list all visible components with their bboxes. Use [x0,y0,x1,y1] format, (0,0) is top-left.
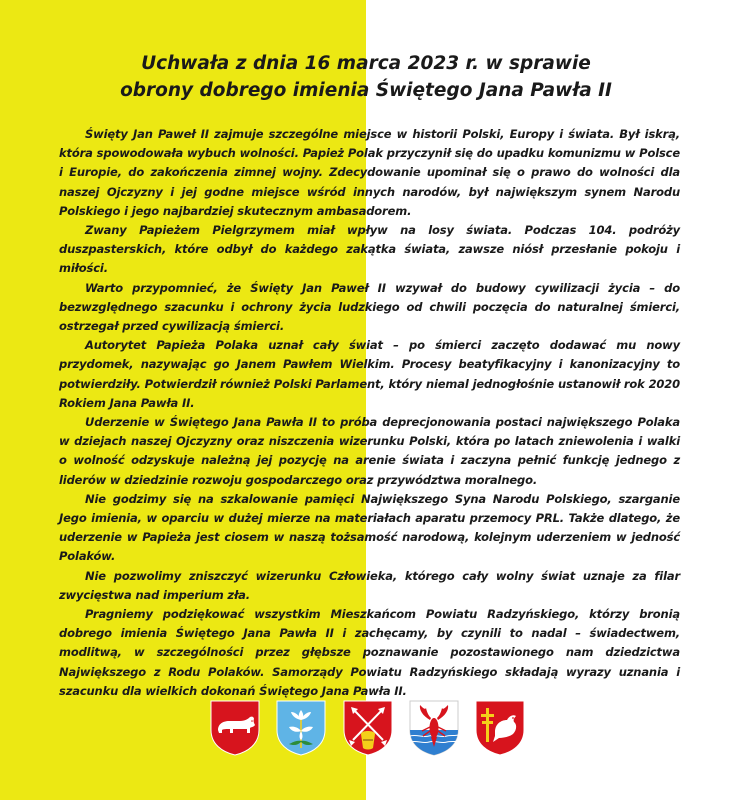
paragraph: Święty Jan Paweł II zajmuje szczególne miejsce w historii Polski, Europy i świata. Był iskrą, która spowodowała wybuch wolności. Papież Polak przyczynił się do upadku komunizmu w Polsce i Europie, do zakończenia zimnej wojny. Zdecydowanie upominał się o prawo do wolności dla naszej Ojczyzny i jej godne miejsce wśród innych narodów, był największym synem Narodu Polskiego i jego najbardziej skutecznym ambasadorem. [59,127,680,218]
paragraph: Autorytet Papieża Polaka uznał cały świat – po śmierci zaczęto dodawać mu nowy przydomek, nazywając go Janem Pawłem Wielkim. Procesy beatyfikacyjny i kanonizacyjny to potwierdziły. Potwierdził również Polski Parlament, który niemal jednogłośnie ustanowił rok 2020 Rokiem Jana Pawła II. [59,338,680,410]
paragraph: Warto przypomnieć, że Święty Jan Paweł II wzywał do budowy cywilizacji życia – do bezwzględnego szacunku i ochrony życia ludzkiego od chwili poczęcia do naturalnej śmierci, ostrzegał przed cywilizacją śmierci. [59,280,680,334]
document-body [59,125,680,701]
paragraph: Pragniemy podziękować wszystkim Mieszkańcom Powiatu Radzyńskiego, którzy bronią dobrego imienia Świętego Jana Pawła II i zachęcamy, by czynili to nadal – świadectwem, modlitwą, w szczególności przez głębsze poznawanie pozostawionego nam dziedzictwa Największego z Rodu Polaków. Samorządy Powiatu Radzyńskiego składają wyrazy uznania i szacunku dla wielkich dokonań Świętego Jana Pawła II. [59,607,680,698]
bear-crest-icon [210,700,260,756]
paragraph: Zwany Papieżem Pielgrzymem miał wpływ na losy świata. Podczas 104. podróży duszpasterskich, które odbył do każdego zakątka świata, zawsze niósł przesłanie pokoju i miłości. [59,223,680,276]
title-line-2: obrony dobrego imienia Świętego Jana Pawła II [120,80,612,101]
bird-cross-crest-icon [475,700,525,756]
paragraph: Uderzenie w Świętego Jana Pawła II to próba deprecjonowania postaci największego Polaka w dziejach naszej Ojczyzny oraz niszczenia wizerunku Polski, która po latach zniewolenia i walki o wolność odzyskuje należną jej pozycję na arenie świata i zaczyna pełnić funkcję jednego z liderów w dziedzinie rozwoju gospodarczego oraz przywództwa moralnego. [59,415,680,487]
crossed-arrows-crest-icon [343,700,393,756]
document-title [0,50,732,104]
lily-crest-icon [276,700,326,756]
paragraph: Nie godzimy się na szkalowanie pamięci Największego Syna Narodu Polskiego, szarganie Jego imienia, w oparciu w dużej mierze na materiałach aparatu przemocy PRL. Także dlatego, że uderzenie w Papieża jest ciosem w naszą tożsamość narodową, kolejnym uderzeniem w jedność Polaków. [59,491,680,564]
title-line-1: Uchwała z dnia 16 marca 2023 r. w sprawie [141,53,591,74]
crayfish-crest-icon [409,700,459,756]
coats-of-arms-row [210,700,525,756]
paragraph: Nie pozwolimy zniszczyć wizerunku Człowieka, którego cały wolny świat uznaje za filar zwycięstwa nad imperium zła. [59,568,680,602]
